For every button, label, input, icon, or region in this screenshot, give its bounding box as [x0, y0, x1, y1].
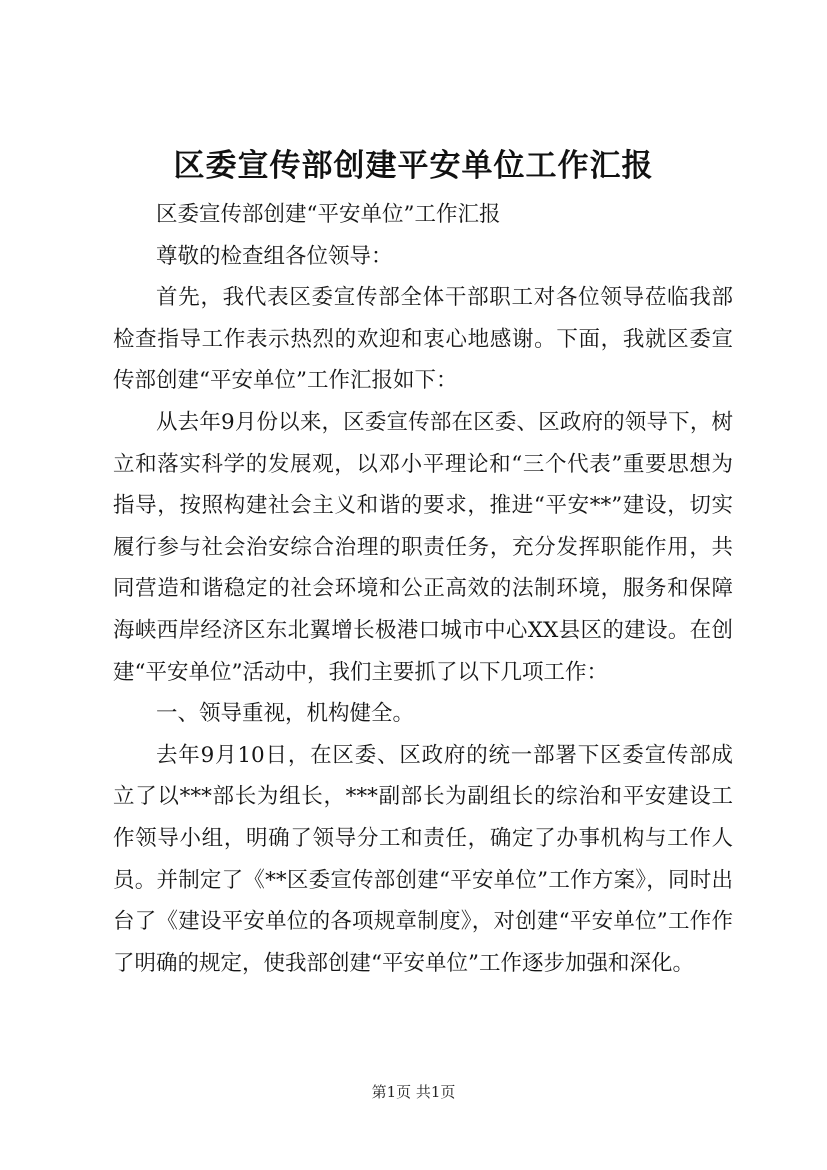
page-number-footer: 第1页 共1页 [371, 1083, 456, 1101]
paragraph-background: 从去年9月份以来，区委宣传部在区委、区政府的领导下，树立和落实科学的发展观，以邓小平理论和“三个代表”重要思想为指导，按照构建社会主义和谐的要求，推进“平安**”建设，切实履行参与社会治安综合治理的职责任务，充分发挥职能作用，共同营造和谐稳定的社会环境和公正高效的法制环境，服务和保障海峡西岸经济区东北翼增长极港口城市中心XX县区的建设。在创建“平安单位”活动中，我们主要抓了以下几项工作： [113, 409, 733, 685]
paragraph-intro: 首先，我代表区委宣传部全体干部职工对各位领导莅临我部检查指导工作表示热烈的欢迎和衷心地感谢。下面，我就区委宣传部创建“平安单位”工作汇报如下： [113, 285, 733, 394]
paragraph-leadership: 去年9月10日，在区委、区政府的统一部署下区委宣传部成立了以***部长为组长，***副部长为副组长的综治和平安建设工作领导小组，明确了领导分工和责任，确定了办事机构与工作人员。并制定了《**区委宣传部创建“平安单位”工作方案》，同时出台了《建设平安单位的各项规章制度》，对创建“平安单位”工作作了明确的规定，使我部创建“平安单位”工作逐步加强和深化。 [113, 742, 733, 976]
paragraph-salutation: 尊敬的检查组各位领导： [156, 243, 393, 269]
document-body [113, 194, 733, 984]
paragraph-subtitle: 区委宣传部创建“平安单位”工作汇报 [156, 202, 501, 227]
document-title: 区委宣传部创建平安单位工作汇报 [173, 148, 654, 184]
section-heading-leadership: 一、领导重视，机构健全。 [156, 701, 415, 727]
